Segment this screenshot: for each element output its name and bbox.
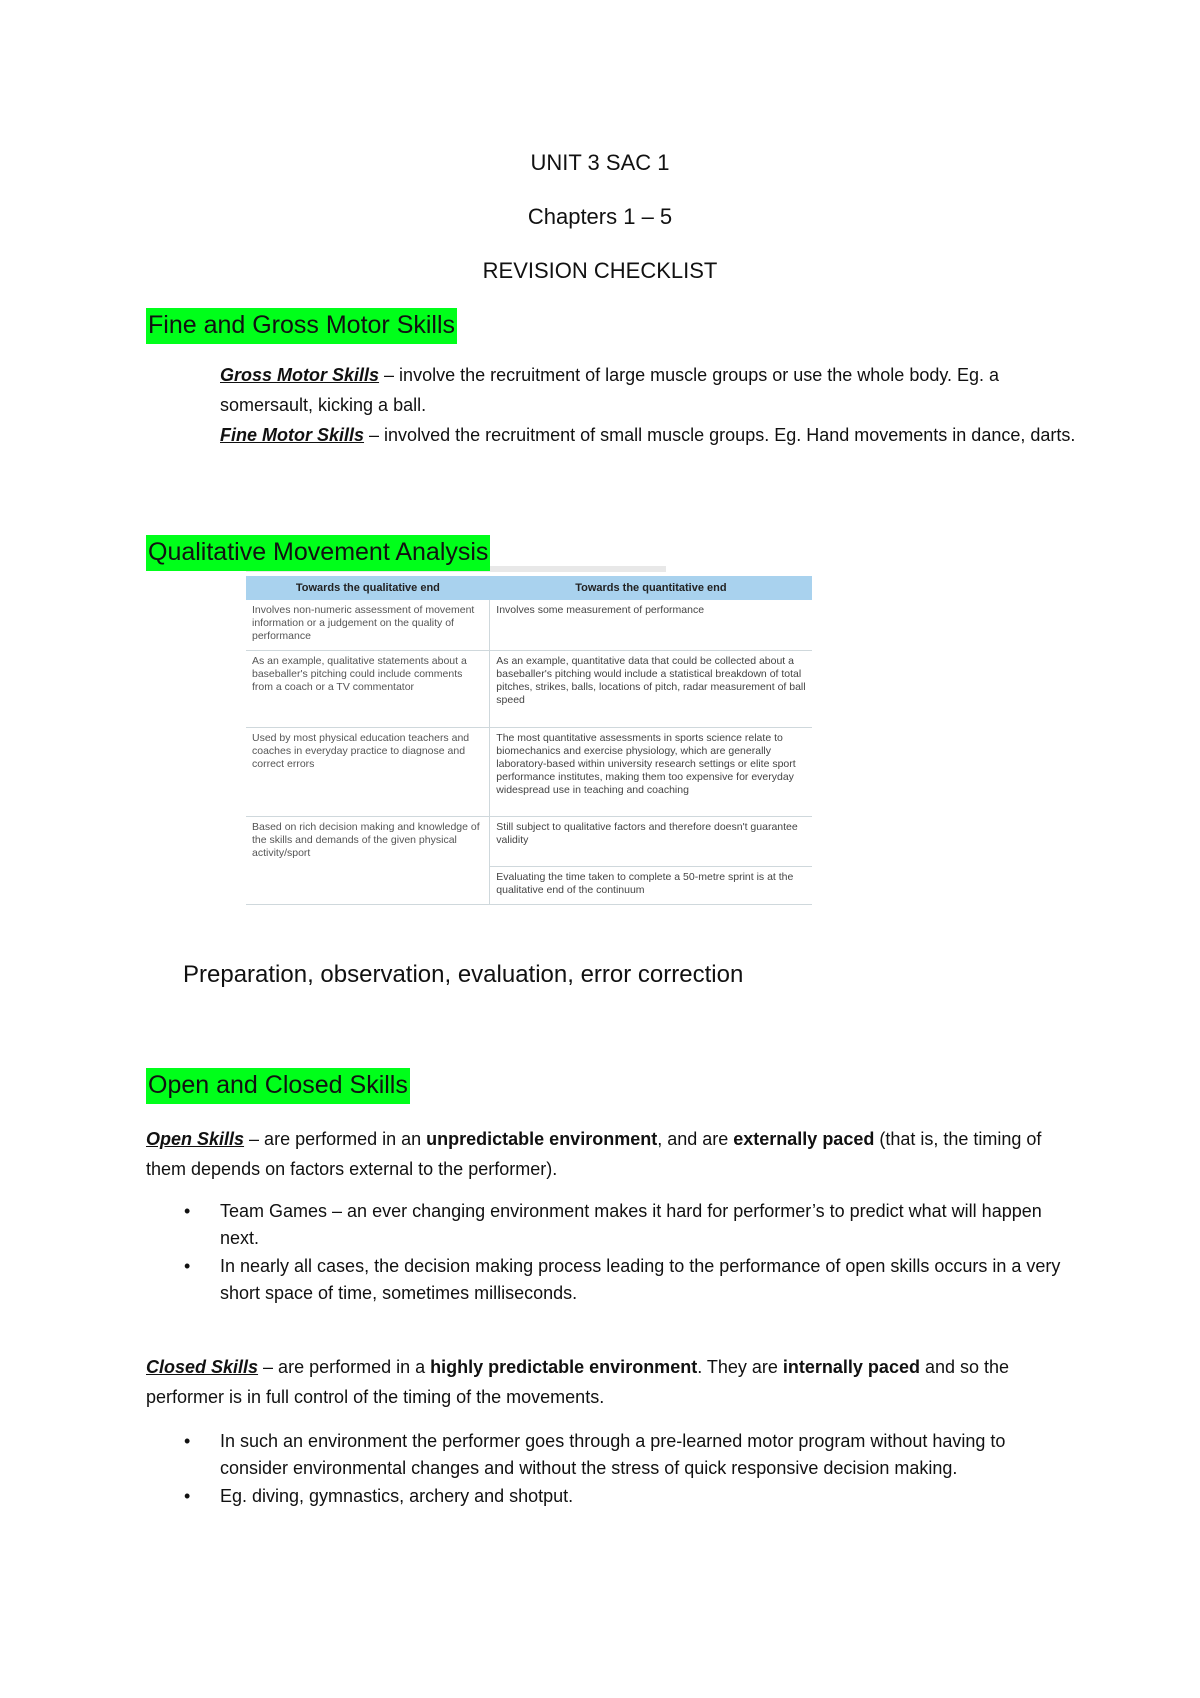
doc-subtitle: REVISION CHECKLIST [482,258,718,283]
table-cell: As an example, qualitative statements about a baseballer's pitching could include comments from a coach or a TV commentator [246,651,490,728]
open-skills-emphasis: externally paced [733,1129,875,1149]
table-cell: Still subject to qualitative factors and therefore doesn't guarantee validity [490,817,812,867]
gross-motor-paragraph [220,360,1080,450]
heading-open-closed: Open and Closed Skills [146,1068,410,1104]
gross-motor-term: Gross Motor Skills [220,365,380,385]
heading-qma: Qualitative Movement Analysis [146,535,490,571]
table-header-row [246,576,812,600]
table-cell: Used by most physical education teachers and coaches in everyday practice to diagnose and correct errors [246,728,490,817]
open-skills-text: , and are [657,1129,734,1149]
closed-skills-emphasis: highly predictable environment [430,1357,698,1377]
closed-skills-text: and so the performer is in full control of the timing of the movements. [146,1357,1010,1407]
closed-skills-text: – are performed in a [258,1357,431,1377]
closed-skills-term: Closed Skills [146,1357,259,1377]
open-skills-emphasis: unpredictable environment [426,1129,658,1149]
doc-chapters: Chapters 1 – 5 [527,204,673,229]
table-cell: Involves some measurement of performance [490,600,812,651]
doc-title: UNIT 3 SAC 1 [530,150,670,175]
list-item: • Eg. diving, gymnastics, archery and shotput. [176,1483,1076,1510]
table-header-left: Towards the qualitative end [246,576,490,600]
closed-skills-paragraph [146,1352,1066,1412]
table-header-right: Towards the quantitative end [490,576,812,600]
fine-motor-text: – involved the recruitment of small muscle groups. Eg. Hand movements in dance, darts. [364,425,1076,445]
table-row [246,651,812,728]
list-item: • Team Games – an ever changing environment makes it hard for performer’s to predict what will happen next. [176,1198,1076,1252]
heading-fine-gross: Fine and Gross Motor Skills [146,308,457,344]
closed-skills-text: . They are [697,1357,783,1377]
table-row [246,866,812,905]
fine-motor-term: Fine Motor Skills [220,425,365,445]
qma-steps: Preparation, observation, evaluation, error correction [183,961,744,988]
open-skills-text: (that is, the timing of them depends on factors external to the performer). [146,1129,1042,1179]
table-cell: Involves non-numeric assessment of movement information or a judgement on the quality of performance [246,600,490,651]
table-row [246,728,812,817]
list-item: • In such an environment the performer goes through a pre-learned motor program without having to consider environmental changes and without the stress of quick responsive decision making. [176,1428,1076,1482]
table-cell [246,866,490,905]
open-skills-list [176,1198,1076,1308]
table-cell: As an example, quantitative data that could be collected about a baseballer's pitching would include a statistical breakdown of total pitches, strikes, balls, locations of pitch, radar measurement of ball speed [490,651,812,728]
qualitative-quantitative-table [246,576,812,905]
open-skills-term: Open Skills [146,1129,245,1149]
table-row [246,817,812,867]
closed-skills-emphasis: internally paced [782,1357,920,1377]
table-cell: Based on rich decision making and knowledge of the skills and demands of the given physical activity/sport [246,817,490,867]
table-row [246,600,812,651]
list-item: • In nearly all cases, the decision making process leading to the performance of open skills occurs in a very short space of time, sometimes milliseconds. [176,1253,1076,1307]
gross-motor-text: – involve the recruitment of large muscle groups or use the whole body. Eg. a somersault, kicking a ball. [220,365,1000,415]
closed-skills-list [176,1428,1076,1511]
open-skills-text: – are performed in an [244,1129,427,1149]
table-cell: The most quantitative assessments in sports science relate to biomechanics and exercise physiology, which are generally laboratory-based within university research settings or elite sport performance institutes, making them too expensive for everyday widespread use in teaching and coaching [490,728,812,817]
table-cell: Evaluating the time taken to complete a 50-metre sprint is at the qualitative end of the continuum [490,866,812,905]
open-skills-paragraph [146,1124,1066,1184]
